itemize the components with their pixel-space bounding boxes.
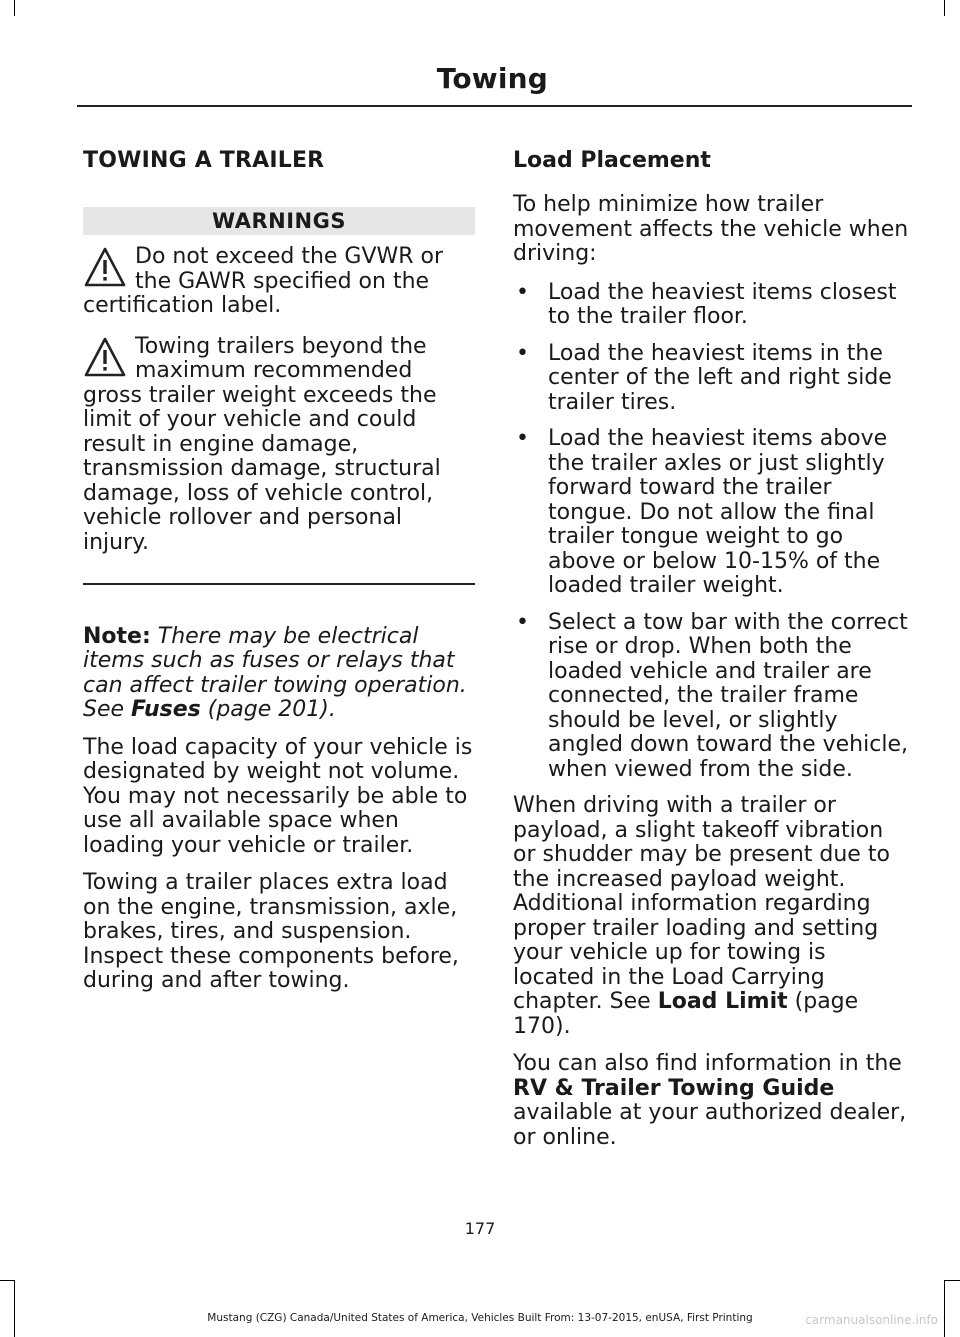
list-item: • Load the heaviest items closest to the trailer floor. xyxy=(516,279,897,329)
warning-item xyxy=(83,335,475,556)
intro-paragraph: To help minimize how trailer movement affects the vehicle when driving: xyxy=(513,192,909,266)
watermark: carmanualsonline.info xyxy=(805,1313,938,1327)
crop-mark-bottom-left xyxy=(14,1280,15,1337)
crop-mark-top-left xyxy=(14,0,15,16)
body-paragraph: The load capacity of your vehicle is designated by weight not volume. You may not necessarily be able to use all available space when loading your vehicle or trailer. xyxy=(83,734,473,858)
note-text: There may be electrical items such as fuses or relays that can affect trailer towing operation. See xyxy=(83,623,467,722)
load-limit-link[interactable]: Load Limit xyxy=(657,989,788,1014)
body-paragraph: Towing a trailer places extra load on the engine, transmission, axle, brakes, tires, and suspension. Inspect these components before, during and after towing. xyxy=(83,870,459,993)
crop-mark-top-right xyxy=(944,0,945,16)
bullet-icon: • xyxy=(516,340,529,366)
list-item: • Select a tow bar with the correct rise or drop. When both the loaded vehicle and trailer are connected, the trailer frame should be level, or slightly angled down toward the vehicle, when viewed from the side. xyxy=(516,609,908,782)
crop-mark-bottom-right xyxy=(944,1280,945,1337)
warning-text: Do not exceed the GVWR or the GAWR specified on the certification label. xyxy=(83,244,444,318)
warning-item xyxy=(83,245,475,319)
footer-text: Mustang (CZG) Canada/United States of America, Vehicles Built From: 13-07-2015, enUSA, First Printing xyxy=(207,1312,753,1324)
bullet-icon: • xyxy=(516,426,529,451)
list-item: • Load the heaviest items above the trailer axles or just slightly forward toward the trailer tongue. Do not allow the final trailer tongue weight to go above or below 10-15% of the loaded trailer weight. xyxy=(516,426,888,598)
crop-mark-bottom-left-h xyxy=(0,1280,14,1281)
warnings-heading: WARNINGS xyxy=(83,207,475,235)
load-placement-heading: Load Placement xyxy=(513,148,711,173)
left-column xyxy=(83,140,475,994)
section-title: TOWING A TRAILER xyxy=(83,148,325,173)
crop-mark-bottom-right-h xyxy=(945,1280,960,1281)
bullet-icon: • xyxy=(516,279,529,305)
note-link-fuses[interactable]: Fuses xyxy=(131,697,201,722)
warning-text: Towing trailers beyond the maximum recommended gross trailer weight exceeds the limit of your vehicle and could result in engine damage, transmission damage, structural damage, loss of vehicle control, vehicle rollover and personal injury. xyxy=(83,333,441,555)
bullet-icon: • xyxy=(516,609,529,635)
warning-triangle-icon xyxy=(83,335,127,379)
header-divider xyxy=(77,105,912,107)
page-header-title: Towing xyxy=(436,62,548,95)
note-label: Note: xyxy=(83,623,151,649)
body-paragraph: When driving with a trailer or payload, a slight takeoff vibration or shudder may be present due to the increased payload weight. Additional information regarding proper trailer loading and setting your vehicle up for towing is located in the Load Carrying chapter. See Load Limit (page 170). xyxy=(513,793,890,1039)
warning-triangle-icon xyxy=(83,245,127,289)
note-paragraph xyxy=(83,625,475,723)
warnings-divider xyxy=(83,583,475,585)
page-number: 177 xyxy=(464,1219,496,1238)
body-paragraph: You can also find information in the RV & Trailer Towing Guide available at your authorized dealer, or online. xyxy=(513,1051,907,1150)
list-item: • Load the heaviest items in the center of the left and right side trailer tires. xyxy=(516,340,892,415)
bullet-list xyxy=(513,281,909,783)
right-column xyxy=(513,140,909,1150)
rv-trailer-guide-link[interactable]: RV & Trailer Towing Guide xyxy=(513,1075,835,1101)
note-page-ref: (page 201). xyxy=(207,697,336,722)
